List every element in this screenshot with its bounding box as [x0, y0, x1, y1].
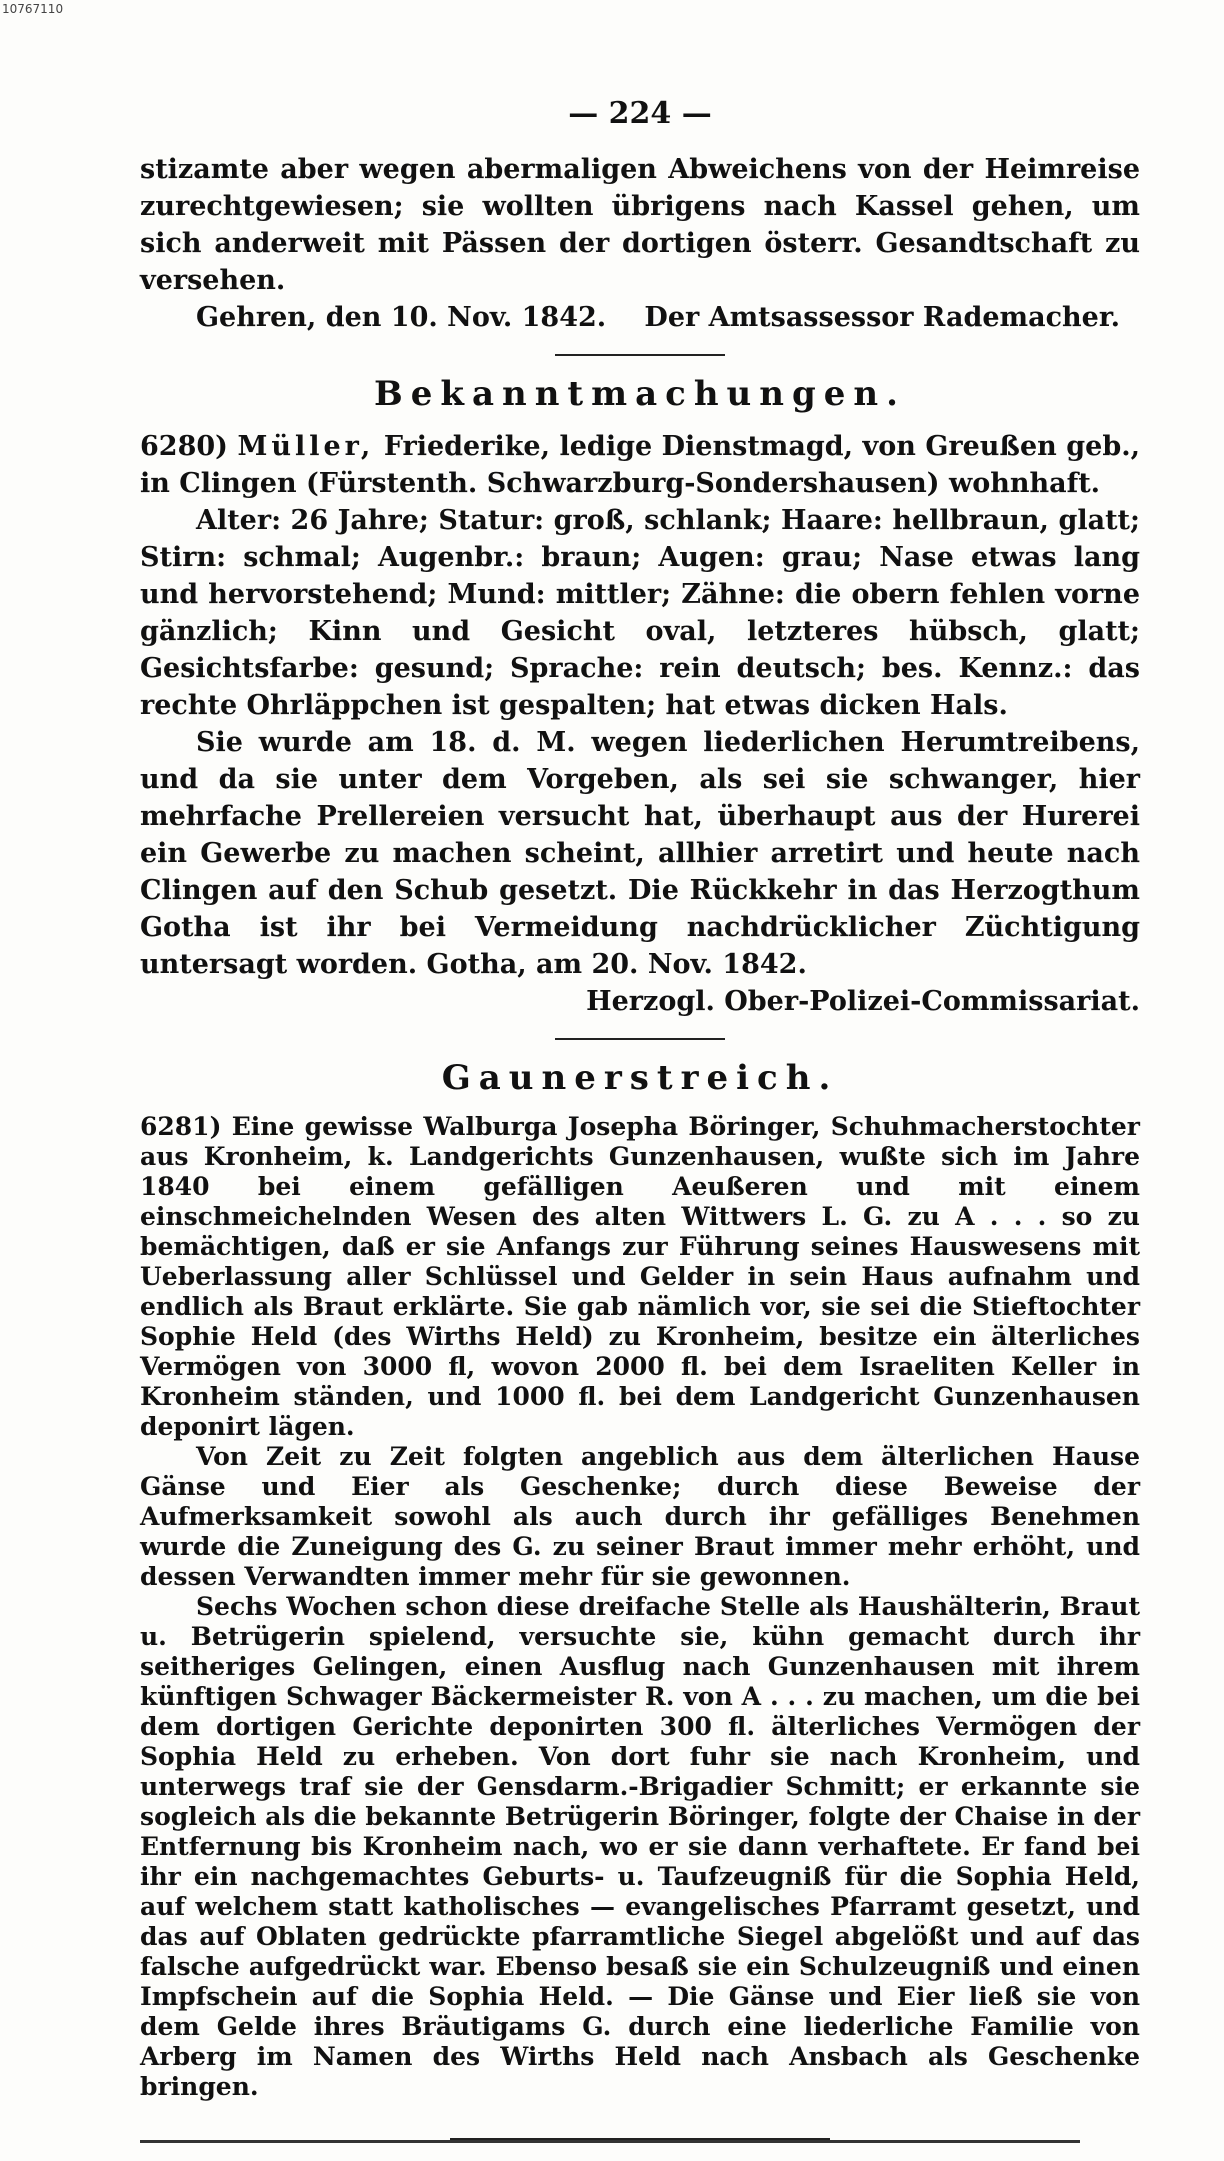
entry-number: 6281)	[140, 1112, 222, 1141]
scan-id-label: 10767110	[2, 2, 64, 16]
entry-6281-p2: Von Zeit zu Zeit folgten angeblich aus dem älterlichen Hause Gänse und Eier als Geschenke; durch diese Beweise der Aufmerksamkeit sowohl als auch durch ihr gefälliges Benehmen wurde die Zuneigung des G. zu seiner Braut immer mehr erhöht, und dessen Verwandten immer mehr für sie gewonnen.	[140, 1442, 1140, 1591]
divider	[555, 1038, 725, 1040]
top-paragraph: stizamte aber wegen abermaligen Abweichens von der Heimreise zurechtgewiesen; sie wollten übrigens nach Kassel gehen, um sich anderweit mit Pässen der dortigen österr. Gesandtschaft zu versehen.	[140, 154, 1140, 296]
entry-surname: Müller,	[237, 431, 375, 462]
entry-6280-text: Sie wurde am 18. d. M. wegen liederlichen Herumtreibens, und da sie unter dem Vorgeben, als sei sie schwanger, hier mehrfache Prellereien versucht hat, überhaupt aus der Hurerei ein Gewerbe zu machen scheint, allhier arretirt und heute nach Clingen auf den Schub gesetzt. Die Rückkehr in das Herzogthum Gotha ist ihr bei Vermeidung nachdrücklicher Züchtigung untersagt worden. Gotha, am 20. Nov. 1842.	[140, 727, 1140, 980]
entry-head-text: Friederike, ledige Dienstmagd, von Greußen geb., in Clingen (Fürstenth. Schwarzburg-Sondershausen) wohnhaft.	[140, 431, 1140, 499]
top-signature	[140, 299, 1140, 336]
page-number: — 224 —	[568, 96, 712, 131]
section-title-gaunerstreich: Gaunerstreich.	[441, 1058, 839, 1098]
entry-6281-p1-text: Eine gewisse Walburga Josepha Böringer, Schuhmacherstochter aus Kronheim, k. Landgerichts Gunzenhausen, wußte sich im Jahre 1840 bei einem gefälligen Aeußeren und mit einem einschmeichelnden Wesen des alten Wittwers L. G. zu A . . . so zu bemächtigen, daß er sie Anfangs zur Führung seines Hauswesens mit Ueberlassung aller Schlüssel und Gelder in sein Haus aufnahm und endlich als Braut erklärte. Sie gab nämlich vor, sie sei die Stieftochter Sophie Held (des Wirths Held) zu Kronheim, besitze ein älterliches Vermögen von 3000 fl, wovon 2000 fl. bei dem Israeliten Keller in Kronheim ständen, und 1000 fl. bei dem Landgericht Gunzenhausen deponirt lägen.	[140, 1112, 1140, 1441]
top-signature-place: Gehren, den 10. Nov. 1842.	[196, 302, 607, 333]
entry-6281-p3: Sechs Wochen schon diese dreifache Stelle als Haushälterin, Braut u. Betrügerin spielend, versuchte sie, kühn gemacht durch ihr seitheriges Gelingen, einen Ausflug nach Gunzenhausen mit ihrem künftigen Schwager Bäckermeister R. von A . . . zu machen, um die bei dem dortigen Gerichte deponirten 300 fl. älterliches Vermögen der Sophia Held zu erheben. Von dort fuhr sie nach Kronheim, und unterwegs traf sie der Gensdarm.-Brigadier Schmitt; er erkannte sie sogleich als die bekannte Betrügerin Böringer, folgte der Chaise in der Entfernung bis Kronheim nach, wo er sie dann verhaftete. Er fand bei ihr ein nachgemachtes Geburts- u. Taufzeugniß für die Sophia Held, auf welchem statt katholisches — evangelisches Pfarramt gesetzt, und das auf Oblaten gedrückte pfarramtliche Siegel abgelößt und auf das falsche aufgedrückt war. Ebenso besaß sie ein Schulzeugniß und einen Impfschein auf die Sophia Held. — Die Gänse und Eier ließ sie von dem Gelde ihres Bräutigams G. durch eine liederliche Familie von Arberg im Namen des Wirths Held nach Ansbach als Geschenke bringen.	[140, 1592, 1140, 2101]
entry-6280-description: Alter: 26 Jahre; Statur: groß, schlank; Haare: hellbraun, glatt; Stirn: schmal; Augenbr.: braun; Augen: grau; Nase etwas lang und hervorstehend; Mund: mittler; Zähne: die obern fehlen vorne gänzlich; Kinn und Gesicht oval, letzteres hübsch, glatt; Gesichtsfarbe: gesund; Sprache: rein deutsch; bes. Kennz.: das rechte Ohrläppchen ist gespalten; hat etwas dicken Hals.	[140, 505, 1140, 721]
entry-6281-p1	[140, 1112, 1140, 1442]
entry-6280-head	[140, 428, 1140, 502]
entry-number: 6280)	[140, 431, 228, 462]
document-page	[140, 96, 1140, 2161]
top-signature-name: Der Amtsassessor Rademacher.	[644, 302, 1120, 333]
page-bottom-edge	[140, 2140, 1080, 2143]
entry-6281	[140, 1112, 1140, 2102]
section-title-bekanntmachungen: Bekanntmachungen.	[374, 374, 906, 414]
divider	[555, 354, 725, 356]
entry-6280-signature: Herzogl. Ober-Polizei-Commissariat.	[586, 986, 1140, 1017]
